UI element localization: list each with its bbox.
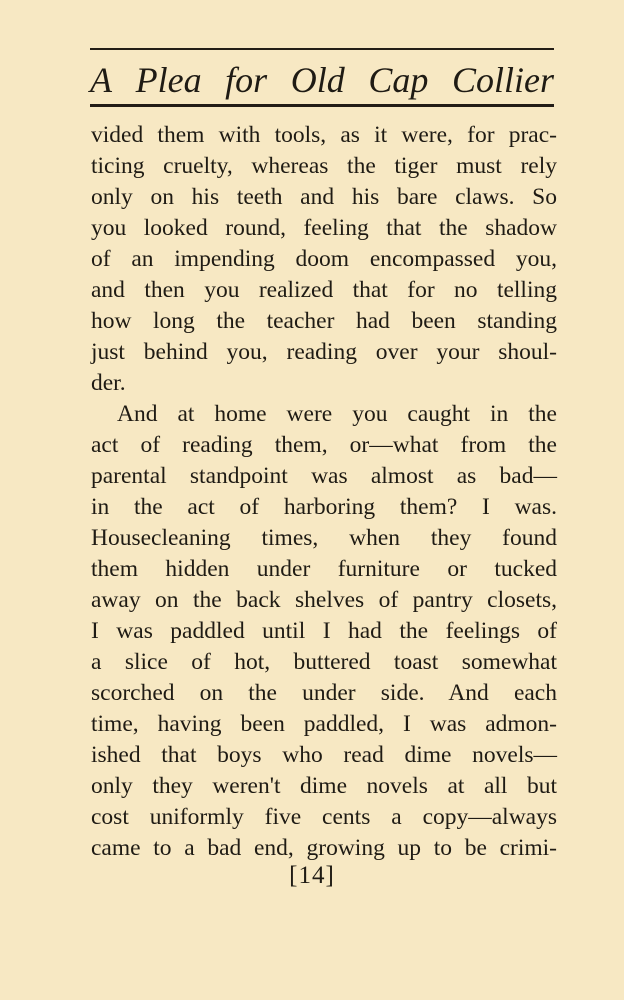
- text-line: ished that boys who read dime novels—: [91, 742, 557, 768]
- text-line: ticing cruelty, whereas the tiger must rely: [91, 153, 557, 179]
- running-head-word: Collier: [451, 60, 554, 100]
- text-line: a slice of hot, buttered toast somewhat: [91, 649, 557, 675]
- text-line: them hidden under furniture or tucked: [91, 556, 557, 582]
- running-head: [90, 56, 554, 104]
- text-line: cost uniformly five cents a copy—always: [91, 804, 557, 830]
- running-head-word: Old: [290, 60, 345, 100]
- text-line: Housecleaning times, when they found: [91, 525, 557, 551]
- text-line: parental standpoint was almost as bad—: [91, 463, 557, 489]
- body-text: [91, 120, 557, 864]
- text-line: der.: [91, 370, 126, 396]
- text-line: away on the back shelves of pantry closets,: [91, 587, 557, 613]
- text-line: time, having been paddled, I was admon-: [91, 711, 557, 737]
- text-line: how long the teacher had been standing: [91, 308, 557, 334]
- header-rule-top: [90, 48, 554, 50]
- text-line: act of reading them, or—what from the: [91, 432, 557, 458]
- text-line: scorched on the under side. And each: [91, 680, 557, 706]
- text-line: vided them with tools, as it were, for prac-: [91, 122, 557, 148]
- text-line: And at home were you caught in the: [117, 401, 557, 427]
- text-line: and then you realized that for no telling: [91, 277, 557, 303]
- running-head-word: for: [225, 60, 268, 100]
- text-line: I was paddled until I had the feelings of: [91, 618, 557, 644]
- running-head-word: Plea: [135, 60, 202, 100]
- header-rule-bottom: [90, 104, 554, 107]
- text-line: only on his teeth and his bare claws. So: [91, 184, 557, 210]
- text-line: just behind you, reading over your shoul-: [91, 339, 557, 365]
- page-number: [14]: [289, 862, 335, 889]
- text-line: only they weren't dime novels at all but: [91, 773, 557, 799]
- text-line: you looked round, feeling that the shadow: [91, 215, 557, 241]
- text-line: of an impending doom encompassed you,: [91, 246, 557, 272]
- running-head-word: Cap: [368, 60, 429, 100]
- text-line: in the act of harboring them? I was.: [91, 494, 557, 520]
- text-line: came to a bad end, growing up to be crimi-: [91, 835, 557, 861]
- running-head-word: A: [90, 60, 112, 100]
